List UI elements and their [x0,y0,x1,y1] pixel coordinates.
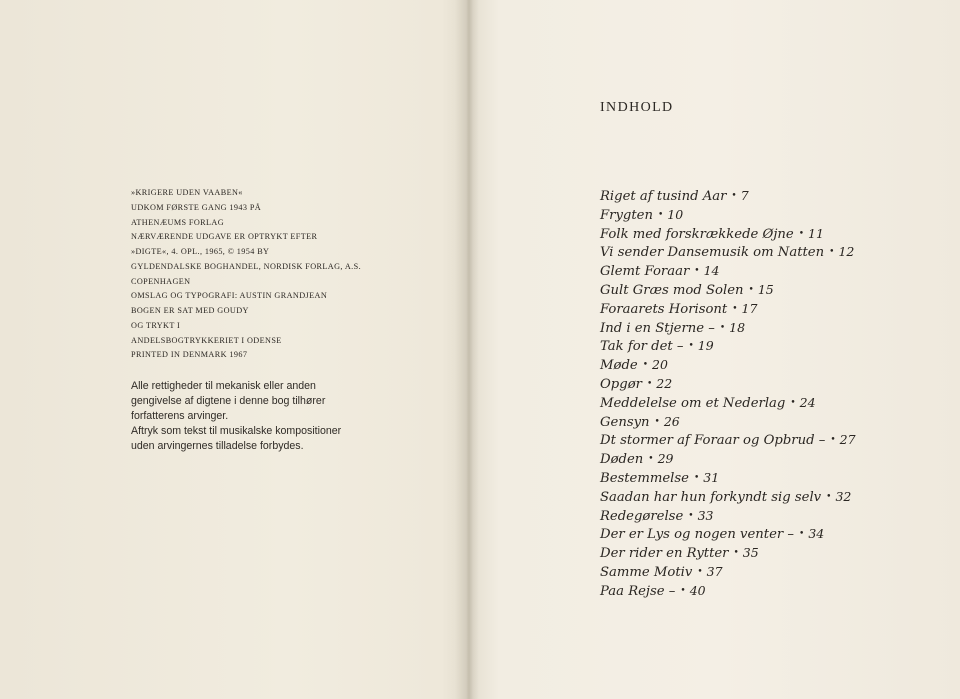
bullet-separator-icon: • [688,341,694,352]
bullet-separator-icon: • [830,435,836,446]
toc-entry-title: Døden [600,452,644,468]
toc-entry-title: Ind i en Stjerne – [600,320,715,336]
toc-entry-page: 37 [706,563,723,579]
toc-entry-page: 7 [740,188,749,203]
toc-entry-title: Meddelelse om et Nederlag [600,395,786,411]
bullet-separator-icon: • [642,360,649,371]
toc-entry [600,319,856,338]
toc-entry-page: 31 [703,469,720,485]
imprint-line: COPENHAGEN [131,276,191,286]
toc-entry-page: 19 [697,338,714,354]
imprint-line: UDKOM FØRSTE GANG 1943 PÅ [131,202,262,212]
toc-entry-title: Dt stormer af Foraar og Opbrud – [600,433,826,449]
toc-entry-title: Vi sender Dansemusik om Natten [600,245,825,261]
toc-entry [600,582,856,601]
bullet-separator-icon: • [748,284,754,295]
toc-entry-page: 33 [697,507,714,523]
toc-entry-title: Paa Rejse – [600,583,676,599]
toc-entry [600,281,856,300]
toc-entry-page: 40 [689,582,706,598]
bullet-separator-icon: • [799,529,805,540]
toc-entry-page: 10 [667,206,684,222]
toc-entry-title: Der rider en Rytter [600,546,729,562]
toc-entry [600,337,856,356]
toc-entry-title: Riget af tusind Aar [600,189,727,204]
toc-entry-title: Tak for det – [600,339,684,355]
toc-entry [600,469,856,488]
toc-entry [600,187,856,206]
left-page-imprint [0,0,466,699]
toc-entry-page: 14 [703,263,720,279]
bullet-separator-icon: • [688,510,694,521]
toc-entry [600,394,856,413]
imprint-line: »DIGTE«, 4. OPL., 1965, © 1954 BY [131,247,270,256]
toc-entry-page: 12 [838,244,855,260]
toc-entry-title: Opgør [600,376,642,392]
toc-entry-page: 15 [757,281,774,297]
bullet-separator-icon: • [733,548,739,559]
toc-entry-page: 11 [808,225,824,241]
toc-entry-title: Der er Lys og nogen venter – [600,527,794,543]
bullet-separator-icon: • [719,322,726,333]
imprint-line: PRINTED IN DENMARK 1967 [131,350,248,360]
bullet-separator-icon: • [790,397,796,408]
toc-entry-title: Gensyn [600,414,650,430]
toc-entry-page: 24 [799,394,816,410]
bullet-separator-icon: • [654,416,660,427]
imprint-line: BOGEN ER SAT MED GOUDY [131,306,249,315]
bullet-separator-icon: • [798,228,805,239]
toc-entry-title: Gult Græs mod Solen [600,282,744,298]
toc-entry [600,243,856,262]
toc-entry-title: Møde [600,358,638,374]
toc-entry-title: Glemt Foraar [600,264,690,280]
toc-entry [600,262,856,281]
toc-entry [600,300,856,319]
table-of-contents [600,187,856,601]
toc-entry-page: 18 [729,319,746,335]
contents-heading: INDHOLD [600,100,674,115]
bullet-separator-icon: • [657,209,664,220]
bullet-separator-icon: • [826,491,832,502]
toc-entry-title: Redegørelse [600,508,684,524]
toc-entry [600,206,856,225]
toc-entry [600,507,856,526]
imprint-line: NÆRVÆRENDE UDGAVE ER OPTRYKT EFTER [131,232,318,242]
bullet-separator-icon: • [697,566,703,577]
bullet-separator-icon: • [829,247,835,258]
toc-entry [600,375,856,394]
toc-entry-page: 20 [652,357,668,373]
imprint-line: GYLDENDALSKE BOGHANDEL, NORDISK FORLAG, A.S. [131,261,362,271]
bullet-separator-icon: • [680,585,686,596]
toc-entry-page: 32 [835,488,852,504]
bullet-separator-icon: • [732,303,738,314]
rights-line: Aftryk som tekst til musikalske kompositioner [131,425,342,437]
imprint-line: OG TRYKT I [131,320,181,330]
toc-entry [600,525,856,544]
rights-line: uden arvingernes tilladelse forbydes. [131,440,304,452]
rights-line: forfatterens arvinger. [131,410,229,422]
toc-entry-page: 17 [741,300,758,316]
toc-entry-page: 29 [657,451,674,467]
toc-entry [600,450,856,469]
imprint-line: ATHENÆUMS FORLAG [131,217,225,227]
bullet-separator-icon: • [693,472,700,483]
toc-entry-title: Foraarets Horisont [600,301,728,317]
imprint-block [131,186,361,363]
toc-entry [600,413,856,432]
toc-entry [600,488,856,507]
toc-entry-page: 35 [742,545,759,561]
rights-notice [131,379,341,454]
toc-entry-title: Samme Motiv [600,564,693,580]
toc-entry-title: Frygten [600,207,653,223]
toc-entry [600,225,856,244]
imprint-line: OMSLAG OG TYPOGRAFI: AUSTIN GRANDJEAN [131,291,328,301]
toc-entry-title: Folk med forskrækkede Øjne [600,226,794,242]
toc-entry-title: Saadan har hun forkyndt sig selv [600,489,822,505]
toc-entry-page: 34 [808,526,825,542]
right-page-contents [470,0,960,699]
rights-line: gengivelse af digtene i denne bog tilhører [131,395,326,407]
bullet-separator-icon: • [648,454,654,465]
toc-entry [600,356,856,375]
toc-entry [600,563,856,582]
toc-entry-page: 22 [656,375,673,391]
imprint-line: »KRIGERE UDEN VAABEN« [131,188,243,197]
bullet-separator-icon: • [646,378,653,389]
toc-entry-title: Bestemmelse [600,470,689,486]
toc-entry [600,544,856,563]
bullet-separator-icon: • [694,266,700,277]
toc-entry-page: 26 [663,413,680,429]
bullet-separator-icon: • [731,191,737,201]
imprint-line: ANDELSBOGTRYKKERIET I ODENSE [131,335,282,345]
toc-entry [600,431,856,450]
rights-line: Alle rettigheder til mekanisk eller anden [131,380,316,392]
toc-entry-page: 27 [839,432,856,448]
